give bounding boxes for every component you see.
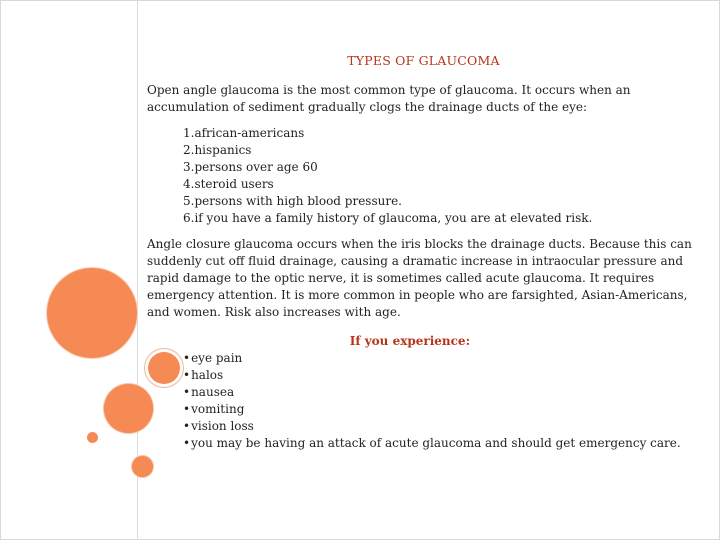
decorative-circle-medium: [104, 384, 153, 433]
list-item: • eye pain: [183, 350, 697, 367]
list-item: 2.hispanics: [183, 143, 252, 157]
angle-closure-paragraph: Angle closure glaucoma occurs when the iris blocks the drainage ducts. Because this can suddenly cut off fluid drainage, causing a dramatic increase in intraocular pressure and rapid damage to the optic nerve, it is sometimes called acute glaucoma. It requires emergency attention. It is more common in people who are farsighted, Asian-Americans, and women. Risk also increases with age.: [147, 237, 692, 319]
list-item: 6.if you have a family history of glaucoma, you are at elevated risk.: [183, 211, 593, 225]
decorative-circle-small: [132, 456, 153, 477]
open-angle-paragraph: Open angle glaucoma is the most common type of glaucoma. It occurs when an accumulation of sediment gradually clogs the drainage ducts of the eye:: [147, 83, 631, 114]
list-item: • halos: [183, 367, 697, 384]
slide-content: [147, 52, 697, 452]
list-item: 3.persons over age 60: [183, 160, 318, 174]
list-item: 4.steroid users: [183, 177, 274, 191]
list-item: • vision loss: [183, 418, 697, 435]
list-item: 1.african-americans: [183, 126, 305, 140]
symptom-list: [183, 350, 697, 452]
list-item: • nausea: [183, 384, 697, 401]
list-item: • you may be having an attack of acute glaucoma and should get emergency care.: [183, 435, 697, 452]
list-item: 5.persons with high blood pressure.: [183, 194, 402, 208]
symptoms-heading: If you experience:: [349, 334, 470, 348]
decorative-circle-large: [47, 268, 137, 358]
decorative-circle-tiny: [87, 432, 98, 443]
slide-title: TYPES OF GLAUCOMA: [347, 53, 500, 68]
risk-group-list: [183, 125, 697, 227]
list-item: • vomiting: [183, 401, 697, 418]
